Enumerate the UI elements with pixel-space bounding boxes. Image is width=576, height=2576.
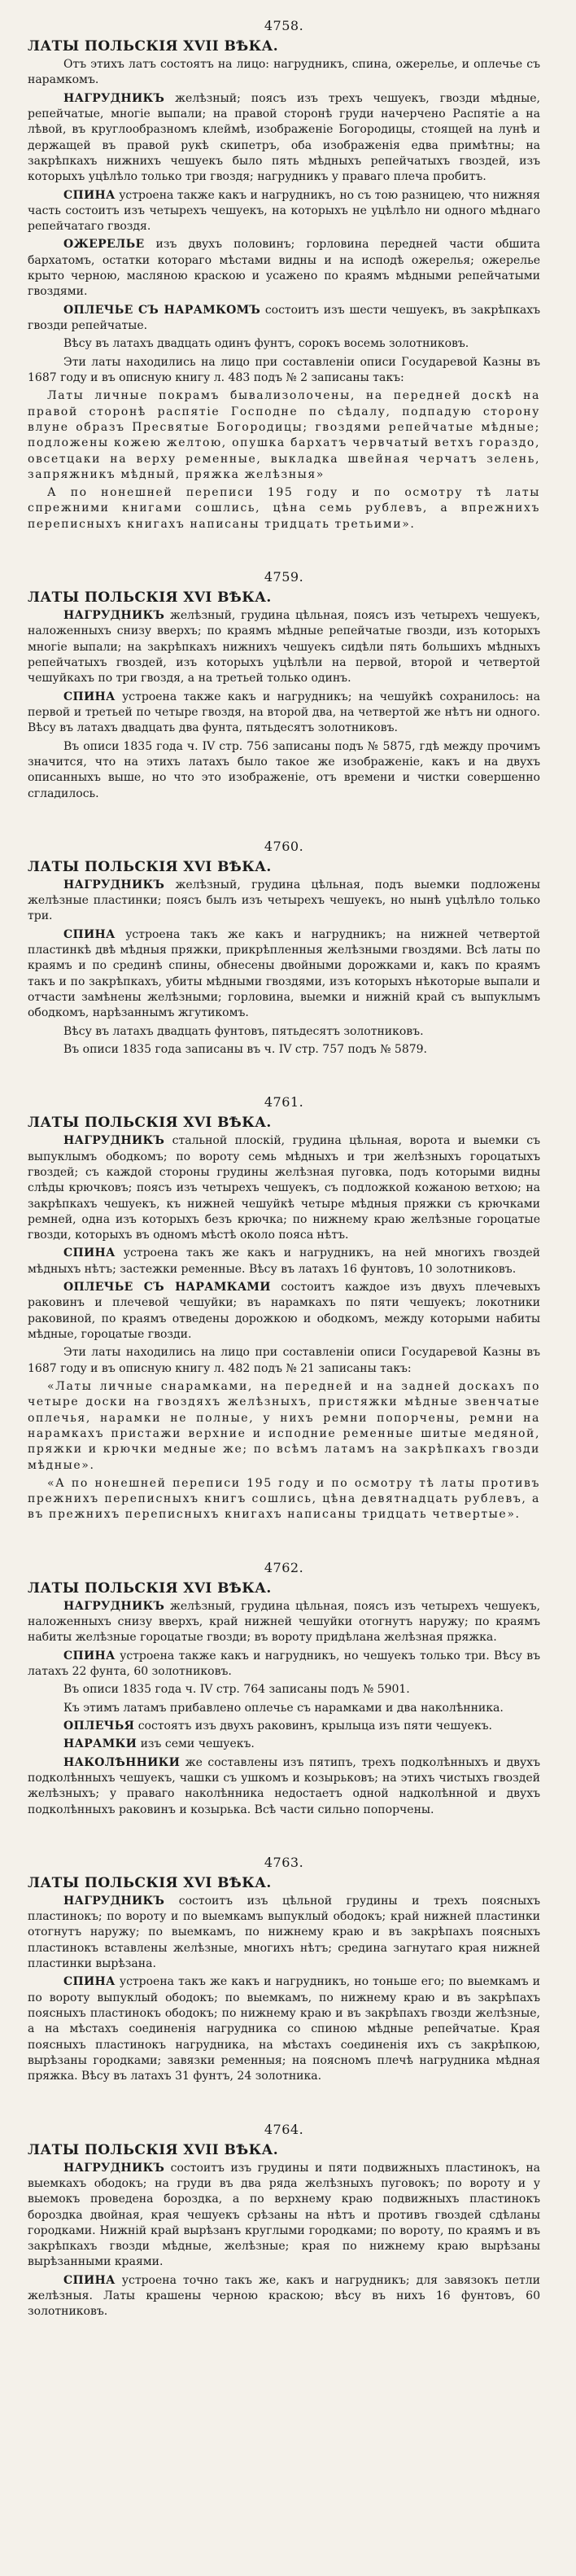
entry-paragraph	[28, 1974, 540, 2084]
section-gap	[28, 1526, 540, 1553]
entry-title: ЛАТЫ ПОЛЬСКІЯ XVI ВѢКА.	[28, 1874, 272, 1891]
paragraph-lead: СПИНА	[63, 1246, 116, 1260]
entry-paragraph	[28, 1133, 540, 1243]
paragraph-text: Вѣсу въ латахъ двадцать одинъ фунтъ, сорокъ восемь золотниковъ.	[63, 337, 469, 351]
entry-number: 4764.	[264, 2121, 304, 2137]
paragraph-text: устроена такъ же какъ и нагрудникъ; на нижней четвертой пластинкѣ двѣ мѣдныя пряжки, прикрѣпленныя желѣзными гвоздями. Всѣ латы по краямъ и по срединѣ спины, обнесены двойными дорожками и, какъ по краямъ такъ и по закрѣпкахъ, убиты мѣдными гвоздями, изъ которыхъ нѣкоторые выпали и отчасти замѣнены желѣзными; горловина, выемки и нижній край съ выпуклымъ ободкомъ, нарѣзаннымъ жгутикомъ.	[28, 927, 540, 1020]
paragraph-text: состоитъ изъ цѣльной грудины и трехъ поясныхъ пластинокъ; по вороту и по выемкамъ выпуклый ободокъ; край нижней пластинки отогнутъ наружу; по выемкамъ, по нижнему краю и въ закрѣпахъ поясныхъ пластинокъ вставлены желѣзные, многихъ нѣтъ; средина загнутаго края нижней пластинки вырѣзана.	[28, 1894, 540, 1971]
entry-paragraph	[28, 1737, 540, 1752]
paragraph-lead: СПИНА	[63, 1649, 116, 1663]
paragraph-text: Вѣсу въ латахъ двадцать фунтовъ, пятьдесятъ золотниковъ.	[63, 1024, 424, 1038]
paragraph-lead: НАГРУДНИКЪ	[63, 609, 165, 623]
paragraph-text: Отъ этихъ латъ состоятъ на лицо: нагрудникъ, спина, ожерелье, и оплечье съ нарамкомъ.	[28, 58, 540, 87]
entry-title: ЛАТЫ ПОЛЬСКІЯ XVI ВѢКА.	[28, 1115, 272, 1132]
entry-paragraph	[28, 188, 540, 235]
entry-paragraph	[28, 1701, 540, 1716]
section-gap	[28, 2088, 540, 2115]
paragraph-text: желѣзный, грудина цѣльная, подъ выемки подложены желѣзные пластинки; поясъ былъ изъ четырехъ чешуекъ, но нынѣ уцѣлѣло только три.	[28, 878, 540, 923]
entry-paragraph	[28, 57, 540, 89]
paragraph-lead: НАГРУДНИКЪ	[63, 2161, 165, 2175]
entry-paragraph	[28, 1682, 540, 1698]
entry-number: 4760.	[264, 838, 304, 854]
quoted-inventory-note: А по нонешней переписи 195 году и по осмотру тѣ латы спрежними книгами сошлись, цѣна семь рублевъ, а впрежнихъ переписныхъ книгахъ написаны тридцать третьими».	[28, 486, 540, 531]
entry-paragraph	[28, 1649, 540, 1680]
entry-title: ЛАТЫ ПОЛЬСКІЯ XVI ВѢКА.	[28, 858, 272, 875]
paragraph-text: Въ описи 1835 года записаны въ ч. IV стр. 757 подъ № 5879.	[63, 1042, 427, 1056]
paragraph-text: Къ этимъ латамъ прибавлено оплечье съ нарамками и два наколѣнника.	[63, 1701, 504, 1715]
paragraph-text: Эти латы находились на лицо при составленіи описи Государевой Казны въ 1687 году и въ описную книгу л. 483 подъ № 2 записаны такъ:	[28, 355, 540, 384]
paragraph-text: Въ описи 1835 года ч. IV стр. 756 записаны подъ № 5875, гдѣ между прочимъ значится, что на этихъ латахъ было такое же изображеніе, какъ и на двухъ описанныхъ выше, но что это изображеніе, отъ времени и чистки совершенно сгладилось.	[28, 739, 540, 800]
paragraph-text: устроена такъ же какъ и нагрудникъ, на ней многихъ гвоздей мѣдныхъ нѣтъ; застежки ременные. Вѣсу въ латахъ 16 фунтовъ, 10 золотниковъ.	[28, 1246, 540, 1276]
entry-paragraph	[28, 1042, 540, 1058]
entry-paragraph	[28, 608, 540, 687]
entry-paragraph	[28, 1280, 540, 1343]
entry-paragraph	[28, 237, 540, 300]
paragraph-lead: НАГРУДНИКЪ	[63, 1134, 165, 1148]
entry-paragraph	[28, 739, 540, 802]
paragraph-text: желѣзный, грудина цѣльная, поясъ изъ четырехъ чешуекъ, наложенныхъ снизу вверхъ, край нижней чешуйки отогнутъ наружу; по краямъ набиты желѣзные гороцатые гвозди; въ вороту придѣлана желѣзная пряжка.	[28, 1599, 540, 1645]
paragraph-lead: НАГРУДНИКЪ	[63, 1894, 165, 1908]
paragraph-text: устроена также какъ и нагрудникъ; на чешуйкѣ сохранилось: на первой и третьей по четыре гвоздя, на второй два, на четвертой же нѣтъ ни одного. Вѣсу въ латахъ двадцать два фунта, пятьдесятъ золотниковъ.	[28, 690, 540, 735]
entry-paragraph	[28, 878, 540, 925]
entry-title: ЛАТЫ ПОЛЬСКІЯ XVI ВѢКА.	[28, 589, 272, 607]
paragraph-text: стальной плоскій, грудина цѣльная, ворота и выемки съ выпуклымъ ободкомъ; по вороту семь мѣдныхъ и три желѣзныхъ гороцатыхъ гвоздей; съ каждой стороны грудины желѣзная пуговка, подъ которыми видны слѣды крючковъ; поясъ изъ четырехъ чешуекъ, съ подложкой кожаною ветхою; на закрѣпкахъ чешуекъ, къ нижней чешуйкѣ четыре мѣдныя пряжки съ крючками ремней, одна изъ которыхъ безъ крючка; по нижнему краю желѣзные гороцатые гвозди, которыхъ въ одномъ мѣстѣ около пояса нѣтъ.	[28, 1134, 540, 1242]
paragraph-text: изъ двухъ половинъ; горловина передней части обшита бархатомъ, остатки котораго мѣстами видны и на исподѣ ожерелья; ожерелье крыто черною, масляною краскою и усажено по краямъ мѣдными репейчатыми гвоздями.	[28, 238, 540, 299]
paragraph-lead: СПИНА	[63, 188, 116, 202]
paragraph-text: состоитъ изъ шести чешуекъ, въ закрѣпкахъ гвозди репейчатые.	[28, 303, 540, 332]
paragraph-text: изъ семи чешуекъ.	[137, 1737, 255, 1751]
entry-paragraph	[28, 1755, 540, 1818]
paragraph-text: устроена такъ же какъ и нагрудникъ, но тоньше его; по выемкамъ и по вороту выпуклый ободокъ; по выемкамъ, по нижнему краю и въ закрѣпахъ поясныхъ пластинокъ ободокъ; по нижнему краю и въ закрѣпахъ гвозди желѣзные, а на мѣстахъ соединенія нагрудника со спиною мѣдные репейчатые. Края поясныхъ пластинокъ нагрудника, на мѣстахъ соединенія ихъ съ закрѣпкою, вырѣзаны городками; завязки ременныя; на поясномъ плечѣ нагрудника мѣдная пряжка. Вѣсу въ латахъ 31 фунтъ, 24 золотника.	[28, 1975, 540, 2083]
entry-number: 4758.	[264, 18, 304, 33]
paragraph-lead: НАРАМКИ	[63, 1737, 137, 1751]
paragraph-text: устроена точно такъ же, какъ и нагрудникъ; для завязокъ петли желѣзныя. Латы крашены черною краскою; вѣсу въ нихъ 16 фунтовъ, 60 золотниковъ.	[28, 2273, 540, 2319]
paragraph-text: Въ описи 1835 года ч. IV стр. 764 записаны подъ № 5901.	[63, 1683, 410, 1697]
paragraph-text: Эти латы находились на лицо при составленіи описи Государевой Казны въ 1687 году и въ описную книгу л. 482 подъ № 21 записаны такъ:	[28, 1346, 540, 1375]
entry-paragraph	[28, 91, 540, 186]
paragraph-lead: НАГРУДНИКЪ	[63, 1599, 165, 1613]
paragraph-text: устроена также какъ и нагрудникъ, но съ тою разницею, что нижняя часть состоитъ изъ четырехъ чешуекъ, на которыхъ не уцѣлѣло ни одного мѣднаго репейчатаго гвоздя.	[28, 188, 540, 234]
entry-paragraph	[28, 1246, 540, 1277]
entry-paragraph	[28, 1599, 540, 1646]
entry-paragraph	[28, 690, 540, 737]
paragraph-lead: ОЖЕРЕЛЬЕ	[63, 238, 145, 252]
entry-number: 4763.	[264, 1854, 304, 1870]
quoted-inventory-note: «Латы личные снарамками, на передней и на задней доскахъ по четыре доски на гвоздяхъ желѣзныхъ, пристяжки мѣдные звенчатые оплечья, нарамки не полные, у нихъ ремни попорчены, ремни на нарамкахъ пристажи верхние и исподние ременные шитые медяной, пряжки и крючки медные же; по всѣмъ латамъ на закрѣпкахъ гвозди мѣдные».	[28, 1379, 540, 1472]
paragraph-lead: СПИНА	[63, 1975, 116, 1989]
paragraph-lead: ОПЛЕЧЬЕ СЪ НАРАМКОМЪ	[63, 303, 261, 317]
entry-number: 4759.	[264, 569, 304, 585]
section-gap	[28, 804, 540, 832]
section-gap	[28, 535, 540, 563]
entry-number: 4761.	[264, 1094, 304, 1111]
catalog-entry	[28, 1094, 540, 1523]
entry-paragraph	[28, 1024, 540, 1040]
entry-paragraph	[28, 1345, 540, 1377]
quoted-inventory-note: «А по нонешней переписи 195 году и по осмотру тѣ латы противъ прежнихъ переписныхъ книгъ сошлись, цѣна девятнадцать рублевъ, а въ прежнихъ переписныхъ книгахъ написаны тридцать четвертые».	[28, 1476, 540, 1522]
entry-paragraph	[28, 336, 540, 352]
catalog-entry	[28, 1855, 540, 2085]
paragraph-text: состоитъ каждое изъ двухъ плечевыхъ раковинъ и плечевой чешуйки; въ нарамкахъ по пяти чешуекъ; локотники раковиной, по краямъ отведены дорожкою и ободкомъ, между которыми набиты мѣдные, гороцатые гвозди.	[28, 1281, 540, 1341]
paragraph-text: желѣзный, грудина цѣльная, поясъ изъ четырехъ чешуекъ, наложенныхъ снизу вверхъ; по краямъ мѣдные репейчатые гвозди, изъ которыхъ многіе выпали; на закрѣпкахъ нижнихъ чешуекъ сидѣли пять большихъ мѣдныхъ репейчатыхъ гвоздей, изъ которыхъ уцѣлѣли на первой, второй и четвертой чешуйкахъ по три гвоздя, а на третьей только одинъ.	[28, 609, 540, 686]
paragraph-lead: СПИНА	[63, 2273, 116, 2287]
entry-paragraph	[28, 2273, 540, 2320]
paragraph-text: устроена также какъ и нагрудникъ, но чешуекъ только три. Вѣсу въ латахъ 22 фунта, 60 золотниковъ.	[28, 1649, 540, 1678]
paragraph-text: же составлены изъ пятипъ, трехъ подколѣнныхъ и двухъ подколѣнныхъ чешуекъ, чашки съ ушкомъ и козырьковъ; на этихъ чистыхъ гвоздей желѣзныхъ; у праваго наколѣнника недостаетъ одной надколѣнной и двухъ подколѣнныхъ раковинъ и козырька. Всѣ части сильно попорчены.	[28, 1755, 540, 1816]
paragraph-text: состоятъ изъ двухъ раковинъ, крылыца изъ пяти чешуекъ.	[134, 1719, 492, 1733]
paragraph-lead: ОПЛЕЧЬЕ СЪ НАРАМКАМИ	[63, 1281, 271, 1295]
paragraph-lead: ОПЛЕЧЬЯ	[63, 1719, 135, 1733]
catalog-entry	[28, 2122, 540, 2320]
catalog-entry	[28, 1560, 540, 1818]
entry-paragraph	[28, 1894, 540, 1973]
catalog-entry	[28, 839, 540, 1058]
entry-title: ЛАТЫ ПОЛЬСКІЯ XVII ВѢКА.	[28, 2141, 279, 2158]
paragraph-text: желѣзный; поясъ изъ трехъ чешуекъ, гвозди мѣдные, репейчатые, многіе выпали; на правой сторонѣ груди начерчено Распятіе а на лѣвой, въ круглообразномъ клеймѣ, изображеніе Богородицы, стоящей на лунѣ и держащей въ правой рукѣ скипетръ, оба изображенія едва примѣтны; на закрѣпкахъ нижнихъ чешуекъ было пять мѣдныхъ репейчатыхъ гвоздей, изъ которыхъ уцѣлѣло только три гвоздя; нагрудникъ у праваго плеча пробитъ.	[28, 91, 540, 184]
paragraph-lead: НАКОЛѢННИКИ	[63, 1755, 181, 1769]
section-gap	[28, 1060, 540, 1088]
catalog-entry	[28, 569, 540, 802]
entry-number: 4762.	[264, 1559, 304, 1575]
paragraph-lead: СПИНА	[63, 927, 116, 941]
entry-paragraph	[28, 2161, 540, 2271]
section-gap	[28, 2323, 540, 2350]
entry-title: ЛАТЫ ПОЛЬСКІЯ XVI ВѢКА.	[28, 1579, 272, 1597]
catalog-entry	[28, 18, 540, 532]
entry-paragraph	[28, 1719, 540, 1734]
paragraph-lead: НАГРУДНИКЪ	[63, 878, 165, 892]
entry-title: ЛАТЫ ПОЛЬСКІЯ XVII ВѢКА.	[28, 38, 279, 55]
paragraph-lead: НАГРУДНИКЪ	[63, 91, 165, 105]
section-gap	[28, 1820, 540, 1848]
entry-paragraph	[28, 355, 540, 387]
entry-paragraph	[28, 927, 540, 1022]
paragraph-lead: СПИНА	[63, 690, 116, 703]
paragraph-text: состоитъ изъ грудины и пяти подвижныхъ пластинокъ, на выемкахъ ободокъ; на груди въ два ряда желѣзныхъ пуговокъ; по вороту и у выемокъ проведена бороздка, а по верхнему краю подвижныхъ пластинокъ бороздка двойная, края чешуекъ срѣзаны на нѣтъ и противъ гвоздей сдѣланы городками. Нижній край вырѣзанъ круглыми городками; по вороту, по краямъ и въ закрѣпкахъ гвозди мѣдные, желѣзные; края по нижнему краю вырѣзаны вырѣзанными краями.	[28, 2161, 540, 2269]
entry-paragraph	[28, 303, 540, 335]
quoted-inventory-note: Латы личные покрамъ бывализолочены, на передней доскѣ на правой сторонѣ распятіе Господне по сѣдалу, подпадую сторону влуне образъ Пресвятые Богородицы; гвоздями репейчатые мѣдные; подложены кожею желтою, опушка бархатъ червчатый ветхъ гораздо, овсетцаки на верху ременные, выкладка швейная черчатъ зелень, запряжникъ мѣдный, пряжка желѣзныя»	[28, 389, 540, 481]
